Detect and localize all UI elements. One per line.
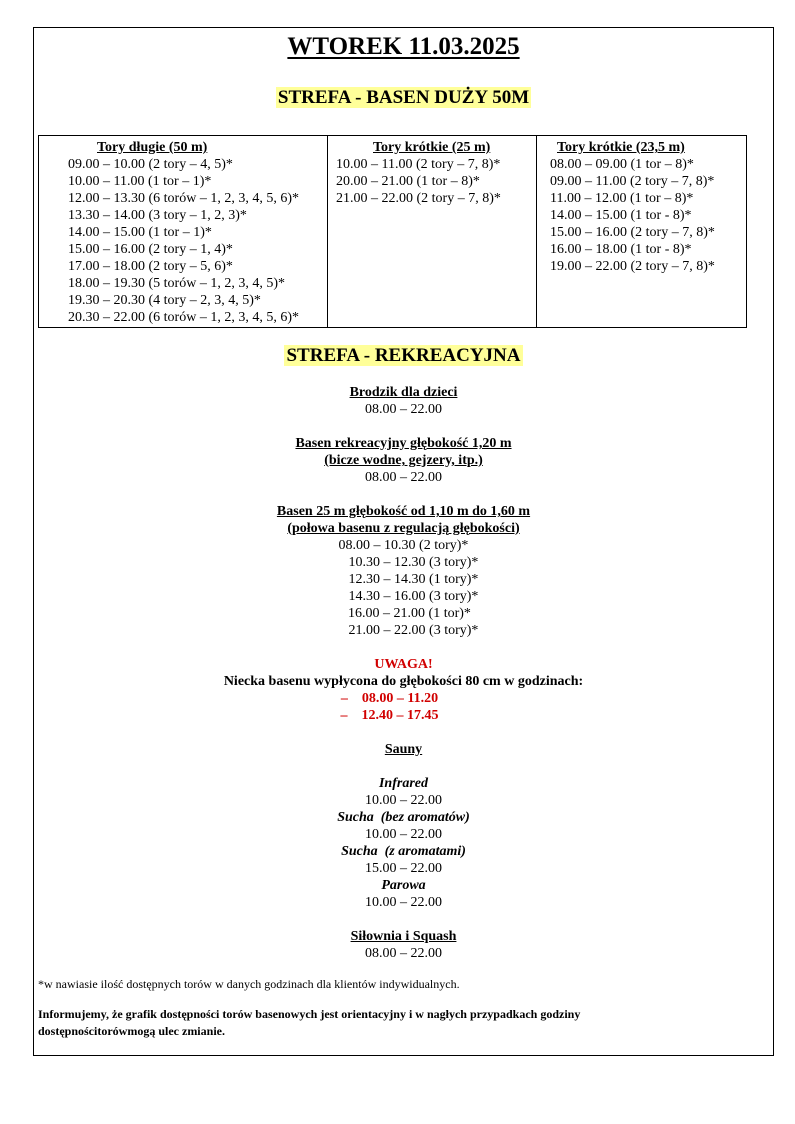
lane-time-row: 20.00 – 21.00 (1 tor – 8)* <box>336 174 480 189</box>
pool-25-title: Basen 25 m głębokość od 1,10 m do 1,60 m <box>276 504 531 519</box>
pool-25-subtitle: (połowa basenu z regulacją głębokości) <box>287 521 520 536</box>
lane-time-row: 14.00 – 15.00 (1 tor - 8)* <box>550 208 692 223</box>
recreation-section <box>34 384 773 962</box>
lane-time-row: 10.00 – 11.00 (1 tor – 1)* <box>68 174 212 189</box>
pool-25-row: 08.00 – 10.30 (2 tory)* <box>338 538 469 553</box>
pool-25-row: 10.30 – 12.30 (3 tory)* <box>348 555 479 570</box>
kids-pool-title: Brodzik dla dzieci <box>349 385 458 400</box>
warning-label: UWAGA! <box>374 657 433 672</box>
sauna-hours: 15.00 – 22.00 <box>365 861 442 876</box>
lane-time-row: 18.00 – 19.30 (5 torów – 1, 2, 3, 4, 5)* <box>68 276 285 291</box>
lane-time-row: 08.00 – 09.00 (1 tor – 8)* <box>550 157 694 172</box>
sauna-name: Infrared <box>378 776 428 791</box>
footnote: *w nawiasie ilość dostępnych torów w danych godzinach dla klientów indywidualnych. <box>38 977 460 991</box>
gym-hours: 08.00 – 22.00 <box>365 946 442 961</box>
lane-time-row: 19.30 – 20.30 (4 tory – 2, 3, 4, 5)* <box>68 293 261 308</box>
zone-recreation-heading: STREFA - REKREACYJNA <box>286 345 521 366</box>
lane-time-row: 11.00 – 12.00 (1 tor – 8)* <box>550 191 694 206</box>
kids-pool-hours: 08.00 – 22.00 <box>365 402 442 417</box>
warning-time: – 12.40 – 17.45 <box>340 708 439 723</box>
long-lanes-column <box>39 136 328 328</box>
lane-time-row: 15.00 – 16.00 (2 tory – 1, 4)* <box>68 242 233 257</box>
short-lanes-23-header: Tory krótkie (23,5 m) <box>557 140 685 155</box>
lane-time-row: 19.00 – 22.00 (2 tory – 7, 8)* <box>550 259 715 274</box>
sauna-name: Sucha (bez aromatów) <box>337 810 470 825</box>
lane-time-row: 10.00 – 11.00 (2 tory – 7, 8)* <box>336 157 501 172</box>
warning-text: Niecka basenu wypłycona do głębokości 80 cm w godzinach: <box>223 674 584 689</box>
pool-25-row: 14.30 – 16.00 (3 tory)* <box>348 589 479 604</box>
lane-time-row: 17.00 – 18.00 (2 tory – 5, 6)* <box>68 259 233 274</box>
lane-time-row: 16.00 – 18.00 (1 tor - 8)* <box>550 242 692 257</box>
lane-time-row: 09.00 – 11.00 (2 tory – 7, 8)* <box>550 174 715 189</box>
lane-time-row: 21.00 – 22.00 (2 tory – 7, 8)* <box>336 191 501 206</box>
info-line: Informujemy, że grafik dostępności torów basenowych jest orientacyjny i w nagłych przypadkach godziny <box>38 1007 581 1021</box>
info-line: dostępnościtorówmogą ulec zmianie. <box>38 1024 225 1038</box>
gym-title: Siłownia i Squash <box>350 929 457 944</box>
schedule-frame <box>33 27 774 1056</box>
sauna-name: Parowa <box>381 878 426 893</box>
long-lanes-header: Tory długie (50 m) <box>97 140 208 155</box>
lane-time-row: 15.00 – 16.00 (2 tory – 7, 8)* <box>550 225 715 240</box>
zone-big-pool-heading: STREFA - BASEN DUŻY 50M <box>277 87 530 108</box>
rec-pool-title: Basen rekreacyjny głębokość 1,20 m <box>295 436 512 451</box>
sauna-hours: 10.00 – 22.00 <box>365 895 442 910</box>
saunas-title: Sauny <box>384 742 423 757</box>
pool-25-row: 21.00 – 22.00 (3 tory)* <box>348 623 479 638</box>
rec-pool-subtitle: (bicze wodne, gejzery, itp.) <box>324 453 483 468</box>
rec-pool-hours: 08.00 – 22.00 <box>365 470 442 485</box>
lane-time-row: 20.30 – 22.00 (6 torów – 1, 2, 3, 4, 5, 6)* <box>68 310 299 325</box>
sauna-hours: 10.00 – 22.00 <box>365 793 442 808</box>
lane-time-row: 12.00 – 13.30 (6 torów – 1, 2, 3, 4, 5, 6)* <box>68 191 299 206</box>
short-lanes-23-column <box>537 136 747 328</box>
short-lanes-25-column <box>328 136 537 328</box>
info-notice <box>38 1006 738 1040</box>
sauna-name: Sucha (z aromatami) <box>341 844 466 859</box>
pool-25-row: 16.00 – 21.00 (1 tor)* <box>348 606 471 621</box>
lane-time-row: 14.00 – 15.00 (1 tor – 1)* <box>68 225 212 240</box>
page-title: WTOREK 11.03.2025 <box>287 33 520 60</box>
short-lanes-25-header: Tory krótkie (25 m) <box>373 140 491 155</box>
lanes-table <box>38 135 747 328</box>
lane-time-row: 09.00 – 10.00 (2 tory – 4, 5)* <box>68 157 233 172</box>
lane-time-row: 13.30 – 14.00 (3 tory – 1, 2, 3)* <box>68 208 247 223</box>
pool-25-row: 12.30 – 14.30 (1 tory)* <box>348 572 479 587</box>
sauna-hours: 10.00 – 22.00 <box>365 827 442 842</box>
warning-time: – 08.00 – 11.20 <box>340 691 439 706</box>
